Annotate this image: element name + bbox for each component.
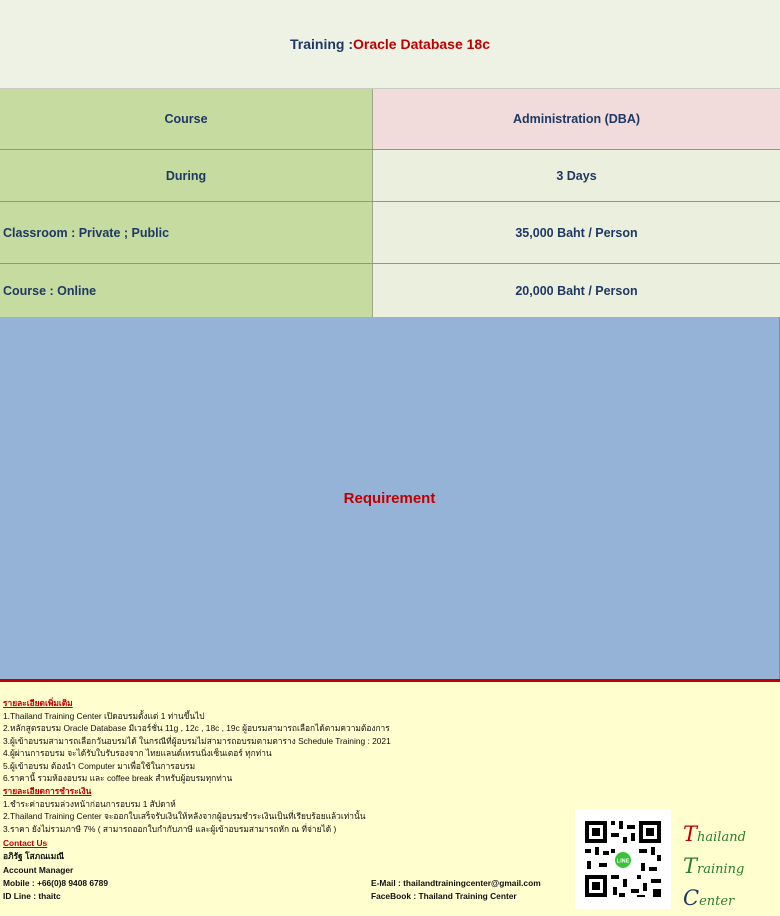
contact-line-id: ID Line : thaitc <box>3 891 61 901</box>
requirement-panel <box>0 317 780 679</box>
details-heading: รายละเอียดเพิ่มเติม <box>3 698 73 708</box>
contact-mobile: Mobile : +66(0)8 9408 6789 <box>3 878 108 888</box>
details-item: 2.หลักสูตรอบรม Oracle Database มีเวอร์ชั่น 11g , 12c , 18c , 19c ผู้อบรมสามารถเลือกได้ตามความต้องการ <box>3 723 390 733</box>
online-label-cell <box>0 264 373 317</box>
title-product: Oracle Database 18c <box>353 36 490 52</box>
classroom-value-cell <box>373 202 780 263</box>
contact-facebook[interactable]: FaceBook : Thailand Training Center <box>371 891 517 901</box>
payment-item: 1.ชำระค่าอบรมล่วงหน้าก่อนการอบรม 1 สัปดาห์ <box>3 799 176 809</box>
thailand-training-center-logo: Thailand Training Center <box>683 822 746 910</box>
course-label: Course <box>164 112 208 126</box>
footer-info <box>0 682 780 916</box>
classroom-label: Classroom : Private ; Public <box>3 225 170 240</box>
contact-heading[interactable]: Contact Us <box>3 838 48 848</box>
online-value-cell <box>373 264 780 317</box>
contact-email[interactable]: E-Mail : thailandtrainingcenter@gmail.com <box>371 878 541 888</box>
details-item: 6.ราคานี้ รวมห้องอบรม และ coffee break สำหรับผู้อบรมทุกท่าน <box>3 773 233 783</box>
course-label-cell <box>0 89 373 149</box>
classroom-row <box>0 202 780 264</box>
svg-text:LINE: LINE <box>616 858 630 865</box>
course-value-cell <box>373 89 780 149</box>
title-banner <box>0 0 780 89</box>
course-row <box>0 89 780 150</box>
qr-code-icon[interactable] <box>575 809 671 909</box>
payment-heading: รายละเอียดการชำระเงิน <box>3 786 92 796</box>
details-item: 1.Thailand Training Center เปิดอบรมตั้งแต่ 1 ท่านขึ้นไป <box>3 711 205 721</box>
during-row <box>0 150 780 202</box>
classroom-price: 35,000 Baht / Person <box>515 225 638 240</box>
course-value: Administration (DBA) <box>512 112 641 126</box>
details-item: 3.ผู้เข้าอบรมสามารถเลือกวันอบรมได้ ในกรณีที่ผู้อบรมไม่สามารถอบรมตามตาราง Schedule Training : 2021 <box>3 736 391 746</box>
classroom-label-cell <box>0 202 373 263</box>
during-label: During <box>165 168 207 183</box>
during-value: 3 Days <box>556 168 597 183</box>
online-price: 20,000 Baht / Person <box>515 283 638 298</box>
contact-name: อภิรัฐ โสภณเมณี <box>3 851 65 861</box>
online-row <box>0 264 780 317</box>
contact-role: Account Manager <box>3 865 74 875</box>
during-label-cell <box>0 150 373 201</box>
during-value-cell <box>373 150 780 201</box>
details-item: 5.ผู้เข้าอบรม ต้องนำ Computer มาเพื่อใช้ในการอบรม <box>3 761 196 771</box>
online-label: Course : Online <box>3 283 97 298</box>
payment-item: 2.Thailand Training Center จะออกใบเสร็จรับเงินให้หลังจากผู้อบรมชำระเงินเป็นที่เรียบร้อยแล้วเท่านั้น <box>3 811 366 821</box>
title-label: Training : <box>290 36 353 52</box>
payment-item: 3.ราคา ยังไม่รวมภาษี 7% ( สามารถออกใบกำกับภาษี และผู้เข้าอบรมสามารถหัก ณ ที่จ่ายได้ ) <box>3 824 337 834</box>
details-item: 4.ผู้ผ่านการอบรม จะได้รับใบรับรองจาก ไทยแลนด์เทรนนิ่งเซ็นเตอร์ ทุกท่าน <box>3 748 272 758</box>
requirement-label: Requirement <box>343 489 436 507</box>
